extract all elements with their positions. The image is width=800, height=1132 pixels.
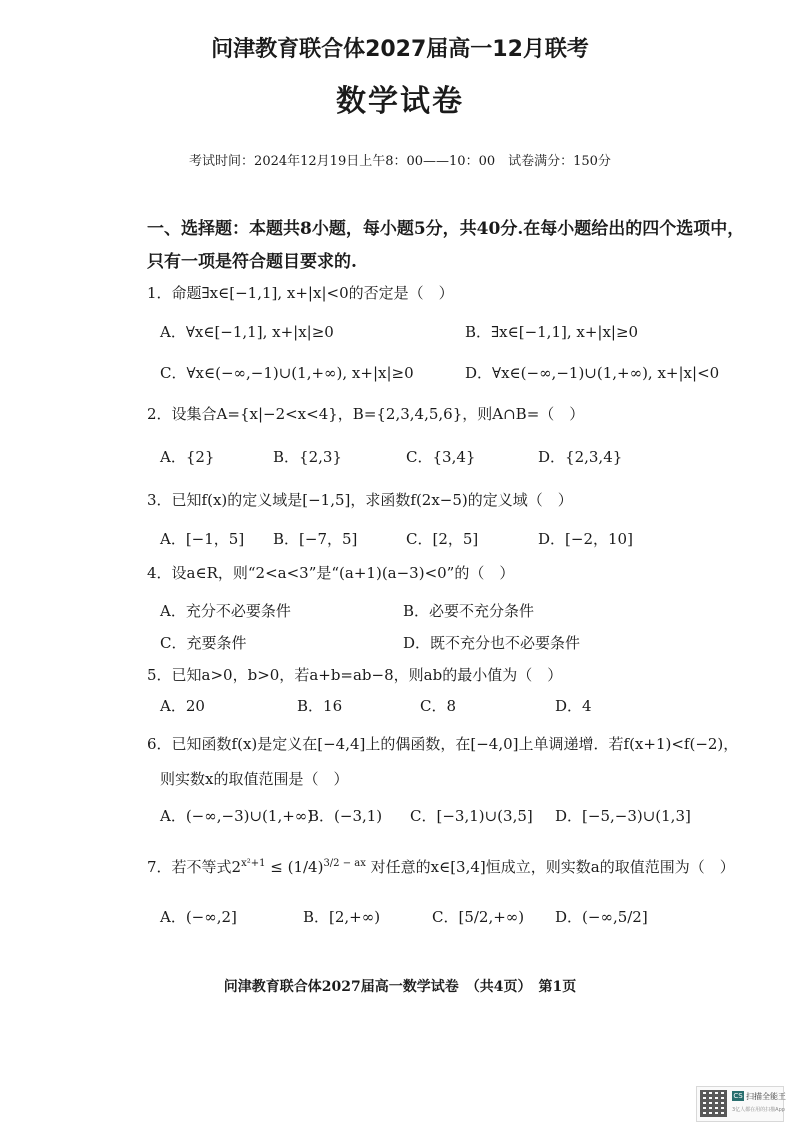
page-footer: 问津教育联合体2027届高一数学试卷 （共4页） 第1页 xyxy=(223,979,577,995)
question-2-stem: 2．设集合A={x|−2<x<4}，B={2,3,4,5,6}，则A∩B=（ ） xyxy=(147,405,585,423)
question-1-option-b: B．∃x∈[−1,1], x+|x|≥0 xyxy=(465,323,639,341)
question-2-option-a: A．{2} xyxy=(160,448,215,466)
scanner-brand: 扫描全能王 xyxy=(746,1092,786,1101)
exam-info: 考试时间：2024年12月19日上午8：00——10：00 试卷满分：150分 xyxy=(189,154,611,169)
question-3-option-a: A．[−1，5] xyxy=(160,530,245,548)
question-6-option-c: C．[−3,1)∪(3,5] xyxy=(410,807,533,825)
question-5-option-a: A．20 xyxy=(160,697,205,715)
question-5-option-b: B．16 xyxy=(297,697,343,715)
question-7-stem xyxy=(147,856,735,877)
section-heading-line2: 只有一项是符合题目要求的. xyxy=(147,252,357,272)
question-4-stem: 4．设a∈R，则“2<a<3”是“(a+1)(a−3)<0”的（ ） xyxy=(147,564,515,582)
question-7-option-a: A．(−∞,2] xyxy=(160,908,237,926)
question-2-option-d: D．{2,3,4} xyxy=(538,448,623,466)
question-1-stem: 1．命题∃x∈[−1,1], x+|x|<0的否定是（ ） xyxy=(147,284,454,302)
question-6-stem-line1: 6．已知函数f(x)是定义在[−4,4]上的偶函数，在[−4,0]上单调递增．若f(x+1)<f(−2)， xyxy=(147,735,739,753)
exam-title: 问津教育联合体2027届高一12月联考 xyxy=(211,37,589,62)
question-7-exponent-right: 3/2 − ax xyxy=(323,858,366,869)
scanner-watermark xyxy=(696,1086,784,1122)
exam-subtitle: 数学试卷 xyxy=(336,84,464,119)
question-4-option-c: C．充要条件 xyxy=(160,634,247,652)
question-6-stem-line2: 则实数x的取值范围是（ ） xyxy=(160,770,349,788)
question-6-option-d: D．[−5,−3)∪(1,3] xyxy=(555,807,691,825)
question-2-option-c: C．{3,4} xyxy=(406,448,476,466)
question-1-option-c: C．∀x∈(−∞,−1)∪(1,+∞), x+|x|≥0 xyxy=(160,364,414,382)
question-5-option-d: D．4 xyxy=(555,697,592,715)
question-1-option-d: D．∀x∈(−∞,−1)∪(1,+∞), x+|x|<0 xyxy=(465,364,720,382)
question-4-option-d: D．既不充分也不必要条件 xyxy=(403,634,581,652)
section-heading-line1: 一、选择题：本题共8小题，每小题5分，共40分.在每小题给出的四个选项中， xyxy=(147,219,745,239)
scanner-tagline: 3亿人都在用的扫描App xyxy=(732,1107,785,1113)
question-1-option-a: A．∀x∈[−1,1], x+|x|≥0 xyxy=(160,323,334,341)
question-7-stem-post: 对任意的x∈[3,4]恒成立，则实数a的取值范围为（ ） xyxy=(365,858,735,876)
question-7-option-d: D．(−∞,5/2] xyxy=(555,908,648,926)
scanner-badge: CS xyxy=(733,1092,743,1100)
question-3-option-d: D．[−2，10] xyxy=(538,530,633,548)
question-5-option-c: C．8 xyxy=(420,697,457,715)
question-4-option-a: A．充分不必要条件 xyxy=(160,602,291,620)
question-3-option-b: B．[−7，5] xyxy=(273,530,358,548)
question-3-stem: 3．已知f(x)的定义域是[−1,5]，求函数f(2x−5)的定义域（ ） xyxy=(147,491,573,509)
question-7-stem-pre: 7．若不等式2 xyxy=(147,858,242,876)
question-7-option-b: B．[2,+∞) xyxy=(303,908,381,926)
question-7-option-c: C．[5/2,+∞) xyxy=(432,908,525,926)
question-7-exponent-left: x²+1 xyxy=(241,858,266,869)
question-2-option-b: B．{2,3} xyxy=(273,448,342,466)
question-4-option-b: B．必要不充分条件 xyxy=(403,602,535,620)
question-7-stem-mid: ≤ (1/4) xyxy=(265,858,324,876)
question-6-option-b: B．(−3,1) xyxy=(308,807,383,825)
qr-code-icon xyxy=(700,1090,727,1117)
question-3-option-c: C．[2，5] xyxy=(406,530,479,548)
question-5-stem: 5．已知a>0，b>0，若a+b=ab−8，则ab的最小值为（ ） xyxy=(147,666,563,684)
question-6-option-a: A．(−∞,−3)∪(1,+∞) xyxy=(160,807,314,825)
